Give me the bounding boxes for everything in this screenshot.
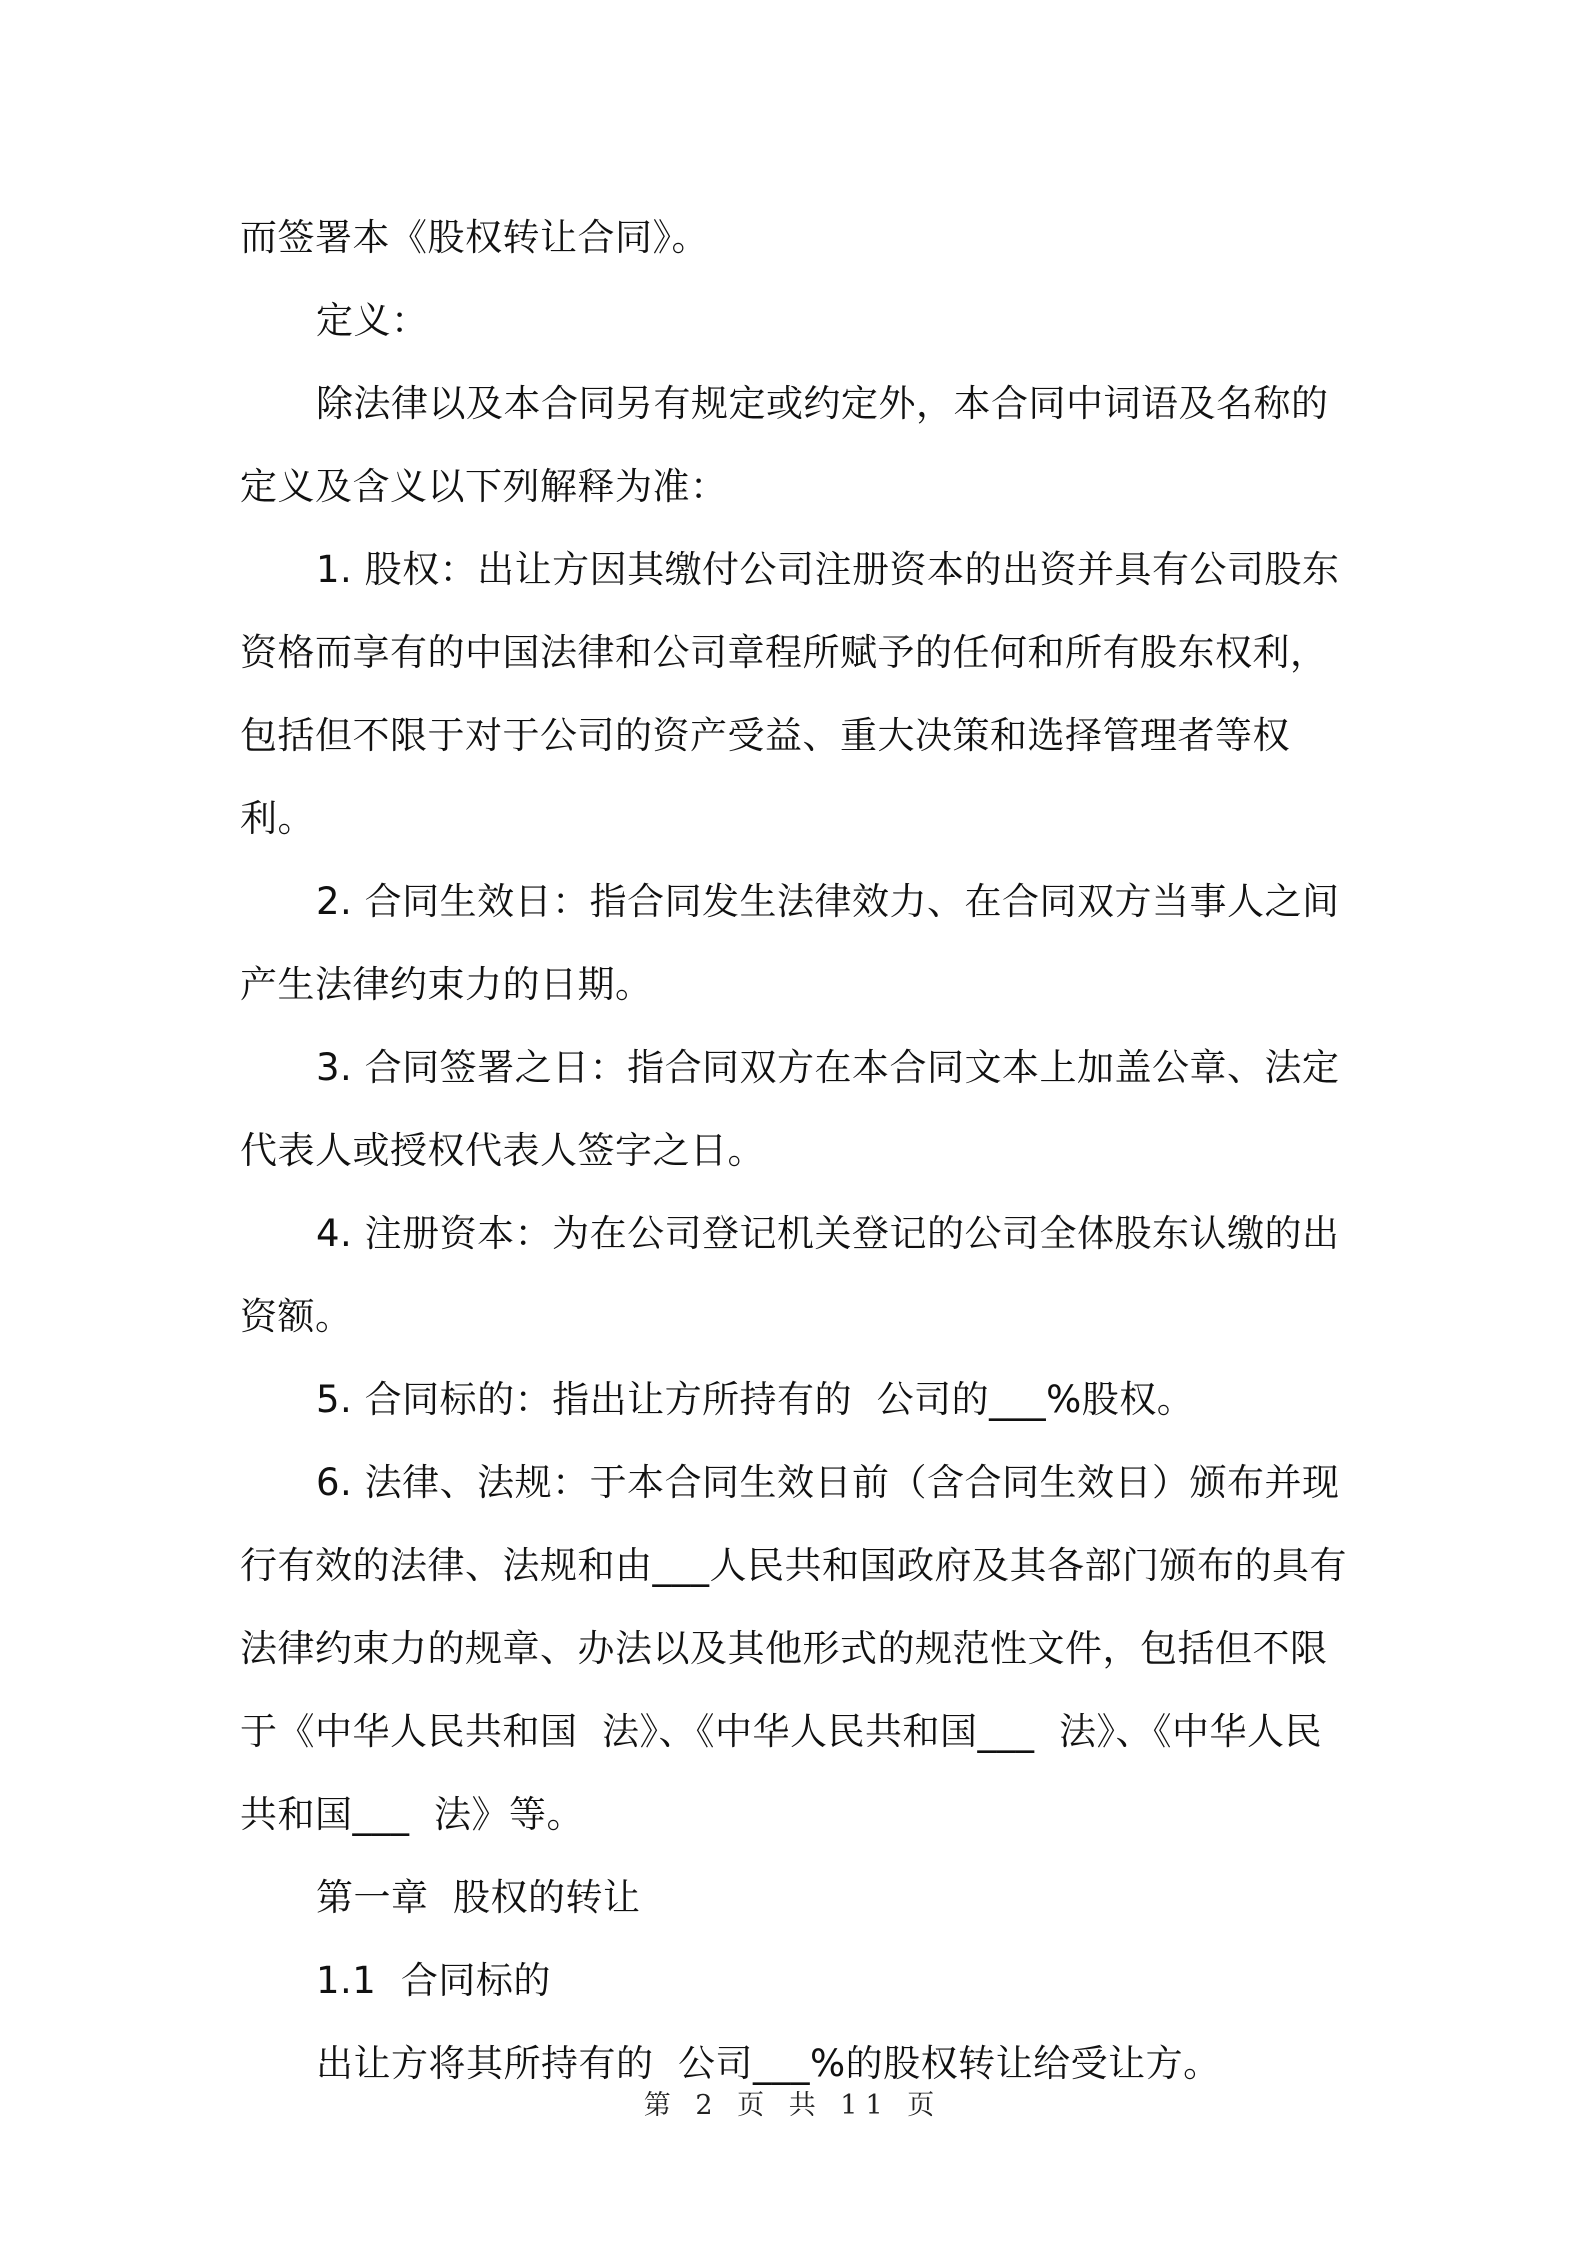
chapter-heading: 第一章 股权的转让	[316, 1876, 641, 1919]
paragraph-definition-registered-capital: 4. 注册资本：为在公司登记机关登记的公司全体股东认缴的出资额。	[240, 1212, 1340, 1338]
paragraph-definition-contract-subject: 5. 合同标的：指出让方所持有的 公司的___%股权。	[316, 1378, 1195, 1421]
document-body	[240, 196, 1352, 2105]
paragraph-definition-effective-date: 2. 合同生效日：指合同发生法律效力、在合同双方当事人之间产生法律约束力的日期。	[240, 880, 1340, 1006]
paragraph-definition-equity: 1. 股权：出让方因其缴付公司注册资本的出资并具有公司股东资格而享有的中国法律和公司章程所赋予的任何和所有股东权利，包括但不限于对于公司的资产受益、重大决策和选择管理者等权利。	[240, 548, 1340, 840]
section-heading: 1.1 合同标的	[316, 1959, 551, 2002]
paragraph-intro-tail: 而签署本《股权转让合同》。	[240, 216, 709, 259]
paragraph-definition-laws: 6. 法律、法规：于本合同生效日前（含合同生效日）颁布并现行有效的法律、法规和由___人民共和国政府及其各部门颁布的具有法律约束力的规章、办法以及其他形式的规范性文件，包括但不限于《中华人民共和国 法》、《中华人民共和国___ 法》、《中华人民共和国___ 法》等。	[240, 1461, 1347, 1836]
paragraph-definitions-intro: 除法律以及本合同另有规定或约定外，本合同中词语及名称的定义及含义以下列解释为准：	[240, 382, 1329, 508]
paragraph-definitions-heading: 定义：	[316, 299, 429, 342]
page-number-footer: 第 2 页 共 11 页	[643, 2090, 943, 2121]
paragraph-definition-signing-date: 3. 合同签署之日：指合同双方在本合同文本上加盖公章、法定代表人或授权代表人签字之日。	[240, 1046, 1340, 1172]
paragraph-transfer-clause: 出让方将其所持有的 公司___%的股权转让给受让方。	[316, 2042, 1221, 2085]
